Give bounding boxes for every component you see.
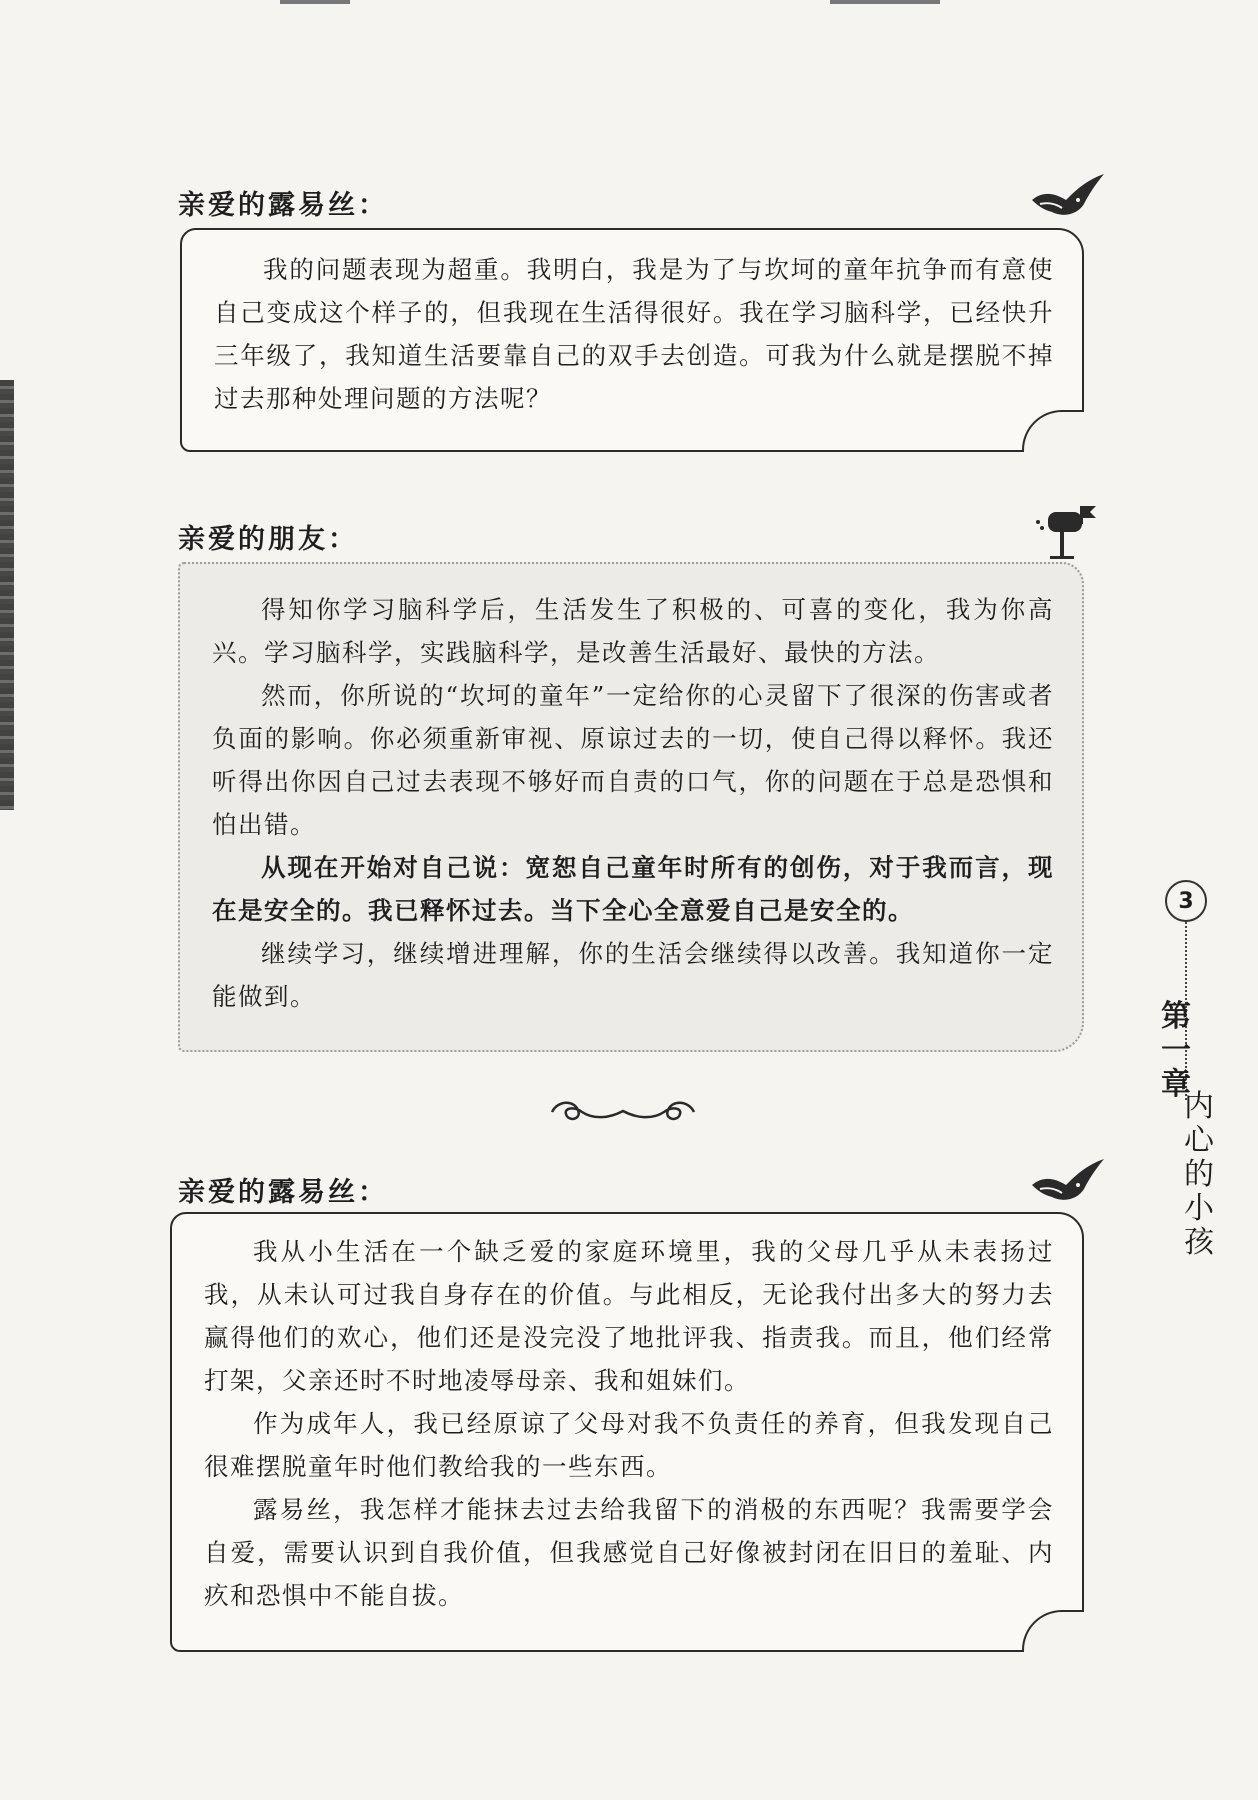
reply-1-paragraph: 从现在开始对自己说：宽恕自己童年时所有的创伤，对于我而言，现在是安全的。我已释怀过去。当下全心全意爱自己是安全的。 (212, 853, 1054, 925)
bird-icon (1030, 170, 1106, 226)
reply-1-paragraph: 然而，你所说的“坎坷的童年”一定给你的心灵留下了很深的伤害或者负面的影响。你必须重新审视、原谅过去的一切，使自己得以释怀。我还听得出你因自己过去表现不够好而自责的口气，你的问题在于总是恐惧和怕出错。 (212, 681, 1054, 839)
letter-2-paragraph: 我从小生活在一个缺乏爱的家庭环境里，我的父母几乎从未表扬过我，从未认可过我自身存在的价值。与此相反，无论我付出多大的努力去赢得他们的欢心，他们还是没完没了地批评我、指责我。而且，他们经常打架，父亲还时不时地凌辱母亲、我和姐妹们。 (204, 1237, 1054, 1395)
letter-1-salutation: 亲爱的露易丝： (178, 190, 388, 221)
reply-1-box (178, 562, 1084, 1052)
top-edge-mark (280, 0, 350, 4)
letter-2-box (170, 1212, 1084, 1652)
top-edge-mark (830, 0, 940, 4)
bird-icon (1030, 1155, 1106, 1211)
letter-1-paragraph: 我的问题表现为超重。我明白，我是为了与坎坷的童年抗争而有意使自己变成这个样子的，但我现在生活得很好。我在学习脑科学，已经快升三年级了，我知道生活要靠自己的双手去创造。可我为什么就是摆脱不掉过去那种处理问题的方法呢？ (214, 255, 1054, 413)
letter-2-paragraph: 作为成年人，我已经原谅了父母对我不负责任的养育，但我发现自己很难摆脱童年时他们教给我的一些东西。 (204, 1409, 1054, 1481)
reply-1-paragraph: 继续学习，继续增进理解，你的生活会继续得以改善。我知道你一定能做到。 (212, 939, 1054, 1011)
binding-edge (0, 380, 14, 810)
reply-1-salutation: 亲爱的朋友： (178, 524, 358, 555)
reply-1-paragraph: 得知你学习脑科学后，生活发生了积极的、可喜的变化，我为你高兴。学习脑科学，实践脑科学，是改善生活最好、最快的方法。 (212, 595, 1054, 667)
chapter-label: 第一章 (1161, 999, 1191, 1102)
letter-2-paragraph: 露易丝，我怎样才能抹去过去给我留下的消极的东西呢？我需要学会自爱，需要认识到自我价值，但我感觉自己好像被封闭在旧日的羞耻、内疚和恐惧中不能自拔。 (204, 1495, 1054, 1610)
page-number: 3 (1165, 880, 1207, 922)
letter-2-salutation: 亲爱的露易丝： (178, 1177, 388, 1208)
swirl-divider-icon (548, 1096, 698, 1126)
letter-1-box (180, 228, 1084, 452)
chapter-title: 内心的小孩 (1184, 1089, 1214, 1260)
mailbox-icon (1030, 500, 1100, 560)
